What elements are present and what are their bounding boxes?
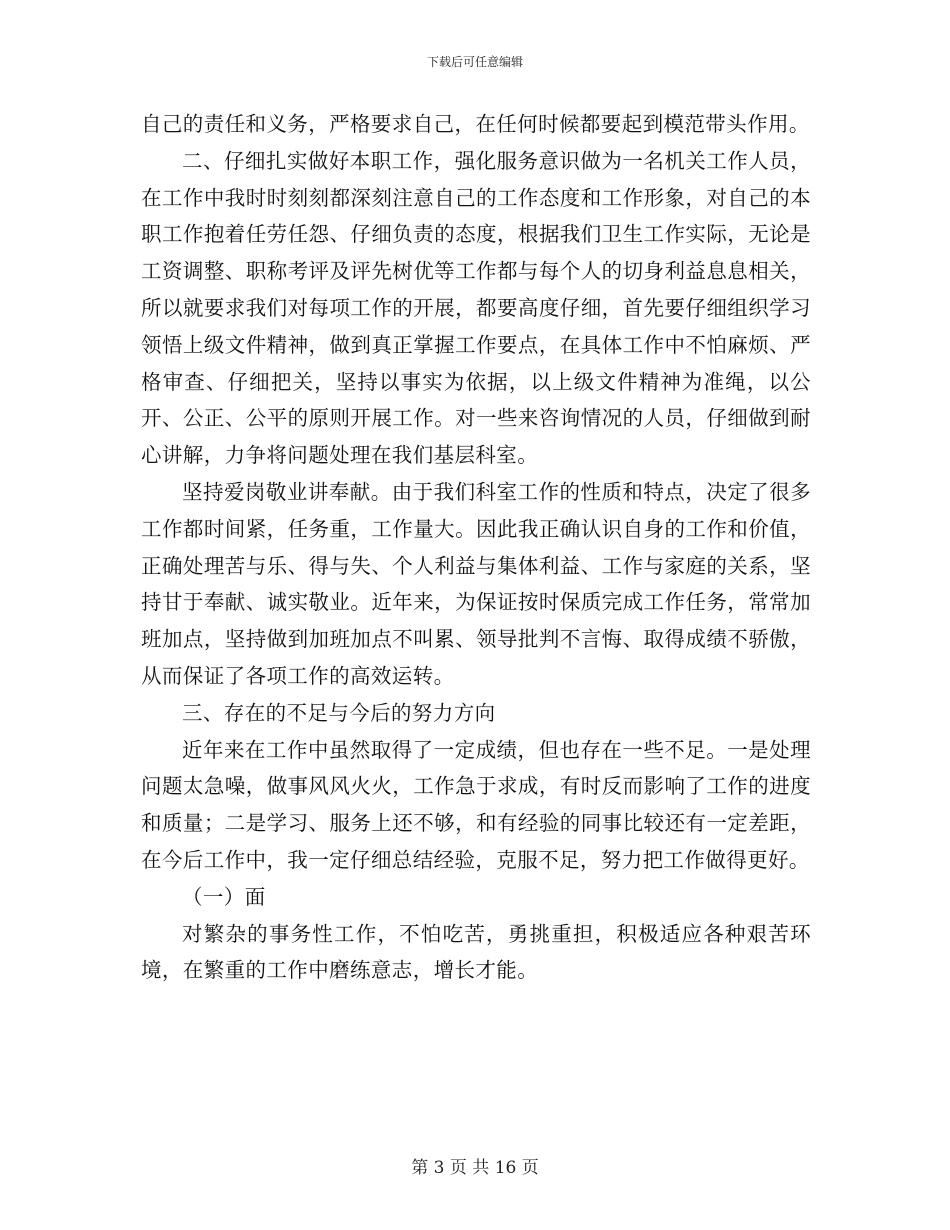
paragraph: 坚持爱岗敬业讲奉献。由于我们科室工作的性质和特点，决定了很多工作都时间紧，任务重，工作量大。因此我正确认识自身的工作和价值，正确处理苦与乐、得与失、个人利益与集体利益、工作与家庭的关系，坚持甘于奉献、诚实敬业。近年来，为保证按时保质完成工作任务，常常加班加点，坚持做到加班加点不叫累、领导批判不言悔、取得成绩不骄傲，从而保证了各项工作的高效运转。 <box>141 479 811 688</box>
page-footer: 第 3 页 共 16 页 <box>411 1158 539 1178</box>
document-body <box>141 106 811 989</box>
paragraph: 近年来在工作中虽然取得了一定成绩，但也存在一些不足。一是处理问题太急噪，做事风风火火，工作急于求成，有时反而影响了工作的进度和质量；二是学习、服务上还不够，和有经验的同事比较还有一定差距，在今后工作中，我一定仔细总结经验，克服不足，努力把工作做得更好。 <box>141 737 811 872</box>
sub-heading: （一）面 <box>182 884 266 909</box>
paragraph: 二、仔细扎实做好本职工作，强化服务意识做为一名机关工作人员，在工作中我时时刻刻都深刻注意自己的工作态度和工作形象，对自己的本职工作抱着任劳任怨、仔细负责的态度，根据我们卫生工作实际，无论是工资调整、职称考评及评先树优等工作都与每个人的切身利益息息相关，所以就要求我们对每项工作的开展，都要高度仔细，首先要仔细组织学习领悟上级文件精神，做到真正掌握工作要点，在具体工作中不怕麻烦、严格审查、仔细把关，坚持以事实为依据，以上级文件精神为准绳，以公开、公正、公平的原则开展工作。对一些来咨询情况的人员，仔细做到耐心讲解，力争将问题处理在我们基层科室。 <box>141 148 811 468</box>
paragraph: 对繁杂的事务性工作，不怕吃苦，勇挑重担，积极适应各种艰苦环境，在繁重的工作中磨练意志，增长才能。 <box>141 921 811 983</box>
page-header: 下载后可任意编辑 <box>426 55 523 69</box>
paragraph: 自己的责任和义务，严格要求自己，在任何时候都要起到模范带头作用。 <box>141 112 810 136</box>
section-heading: 三、存在的不足与今后的努力方向 <box>182 700 496 725</box>
